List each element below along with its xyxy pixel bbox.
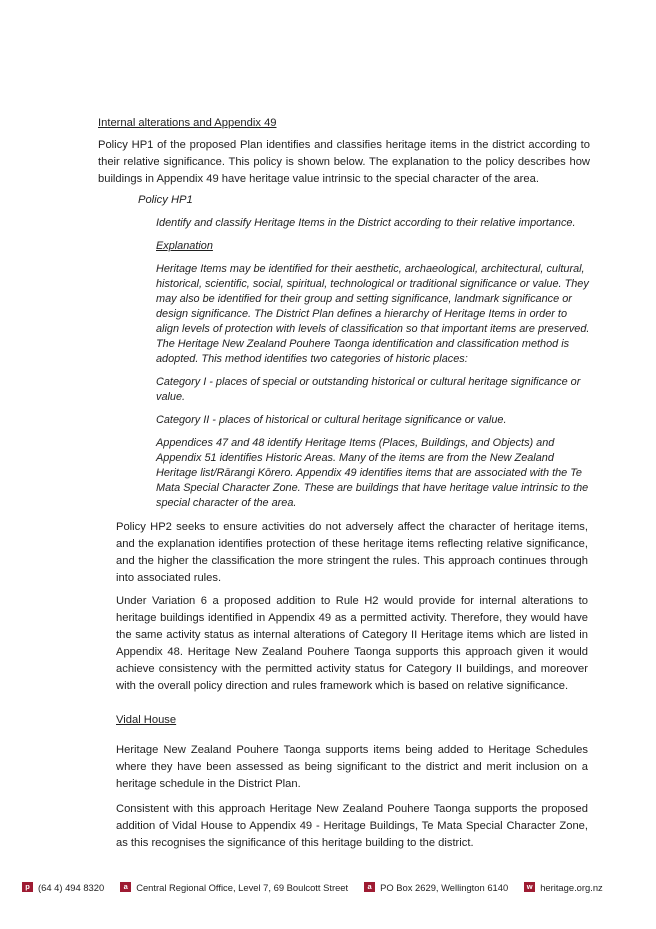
page-footer [22, 880, 642, 894]
footer-website[interactable] [524, 882, 603, 893]
footer-po-text: PO Box 2629, Wellington 6140 [380, 881, 509, 893]
footer-phone-text: (64 4) 494 8320 [38, 881, 105, 893]
policy-label: Policy HP1 [138, 194, 193, 206]
variation-6-paragraph: Under Variation 6 a proposed addition to Rule H2 would provide for internal alterations to heritage buildings identified in Appendix 49 as a permitted activity. Therefore, they would have the same activity status as internal alterations of Category II Heritage items which are listed in Appendix 48. Heritage New Zealand Pouhere Taonga supports this approach given it would achieve consistency with the permitted activity status for Category II buildings, and moreover with the overall policy direction and rules framework which is based on relative significance. [116, 595, 588, 692]
explanation-label: Explanation [156, 240, 213, 252]
policy-text: Identify and classify Heritage Items in the District according to their relative importance. [156, 217, 576, 229]
intro-paragraph: Policy HP1 of the proposed Plan identifies and classifies heritage items in the district according to their relative significance. This policy is shown below. The explanation to the policy describes how buildings in Appendix 49 have heritage value intrinsic to the special character of the area. [98, 139, 590, 185]
vidal-house-paragraph-2: Consistent with this approach Heritage New Zealand Pouhere Taonga supports the proposed addition of Vidal House to Appendix 49 - Heritage Buildings, Te Mata Special Character Zone, as this recognises the significance of this heritage building to the district. [116, 803, 588, 849]
explanation-paragraph: Heritage Items may be identified for their aesthetic, archaeological, architectural, cultural, historical, scientific, social, spiritual, technological or traditional significance or value. They may also be identified for their group and setting significance, landmark significance or design significance. The District Plan defines a hierarchy of Heritage Items in order to align levels of protection with levels of classification so that important items are preserved. The Heritage New Zealand Pouhere Taonga identification and classification method is adopted. This method identifies two categories of historic places: [156, 263, 590, 365]
footer-office-text: Central Regional Office, Level 7, 69 Boulcott Street [136, 881, 349, 893]
footer-office [120, 882, 348, 893]
footer-web-link[interactable]: heritage.org.nz [540, 881, 603, 893]
vidal-house-paragraph-1: Heritage New Zealand Pouhere Taonga supports items being added to Heritage Schedules where they have been assessed as being significant to the district and merit inclusion on a heritage schedule in the District Plan. [116, 744, 588, 790]
phone-icon: p [22, 882, 33, 892]
policy-hp2-paragraph: Policy HP2 seeks to ensure activities do not adversely affect the character of heritage items, and the explanation identifies protection of these heritage items reflecting relative significance, and the higher the classification the more stringent the rules. This approach continues through into associated rules. [116, 521, 588, 584]
category-one-text: Category I - places of special or outstanding historical or cultural heritage significance or value. [156, 376, 581, 403]
section-heading-vidal-house: Vidal House [116, 714, 177, 726]
footer-phone [22, 882, 104, 893]
footer-po-box [364, 882, 508, 893]
section-heading-internal-alterations: Internal alterations and Appendix 49 [98, 117, 277, 129]
category-two-text: Category II - places of historical or cultural heritage significance or value. [156, 414, 507, 426]
appendices-paragraph: Appendices 47 and 48 identify Heritage Items (Places, Buildings, and Objects) and Appendix 51 identifies Historic Areas. Many of the items are from the New Zealand Heritage list/Rārangi Kōrero. Appendix 49 identifies items that are associated with the Te Mata Special Character Zone. These are buildings that have heritage value intrinsic to the special character of the area. [156, 437, 589, 509]
postal-icon: a [364, 882, 375, 892]
web-icon: w [524, 882, 535, 892]
address-icon: a [120, 882, 131, 892]
